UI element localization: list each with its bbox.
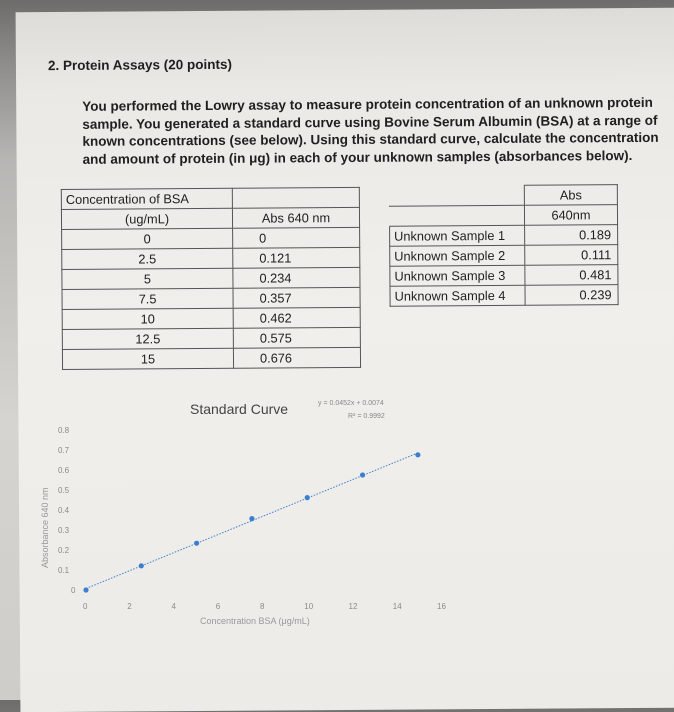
question-paragraph: You performed the Lowry assay to measure protein concentration of an unknown protein sample. You generated a standard curve using Bovine Serum Albumin (BSA) at a range of known concentrations (see below). Using this standard curve, calculate the concentration and amount of protein (in μg) in each of your unknown samples (absorbances below).	[82, 94, 659, 167]
y-tick-label: 0	[71, 586, 76, 595]
conc-cell: 0	[62, 228, 233, 249]
x-tick-label: 0	[83, 602, 88, 611]
y-tick-label: 0.1	[58, 566, 70, 575]
abs-cell: 0.575	[233, 327, 360, 348]
data-point	[360, 472, 365, 477]
x-tick-label: 12	[348, 602, 358, 611]
conc-cell: 12.5	[62, 328, 233, 349]
x-tick-label: 10	[304, 602, 314, 611]
abs-cell: 0.462	[233, 307, 360, 328]
abs-cell: 0.357	[233, 287, 360, 308]
header-abs: Abs 640 nm	[232, 207, 359, 228]
y-axis-label: Absorbance 640 nm	[40, 487, 50, 568]
y-tick-label: 0.5	[58, 486, 70, 495]
sample-label-cell: Unknown Sample 1	[390, 225, 525, 246]
sample-abs-cell: 0.481	[525, 265, 618, 286]
sample-label-cell: Unknown Sample 2	[390, 245, 525, 266]
x-tick-label: 4	[171, 602, 176, 611]
conc-cell: 5	[62, 268, 233, 289]
conc-cell: 2.5	[62, 248, 233, 269]
chart-title: Standard Curve	[190, 401, 289, 417]
conc-cell: 7.5	[62, 288, 233, 309]
x-tick-label: 16	[437, 602, 446, 611]
sample-abs-cell: 0.189	[525, 225, 618, 246]
data-point	[415, 452, 420, 457]
header-conc-title: Concentration of BSA	[61, 188, 232, 209]
x-axis-label: Concentration BSA (μg/mL)	[200, 616, 310, 626]
data-point	[194, 541, 199, 546]
y-tick-label: 0.3	[58, 526, 70, 535]
sample-label-cell: Unknown Sample 4	[390, 285, 525, 306]
conc-cell: 10	[62, 308, 233, 329]
sample-abs-cell: 0.239	[525, 285, 618, 306]
data-point	[305, 495, 310, 500]
y-tick-label: 0.8	[58, 426, 70, 435]
header-abs-unit: 640nm	[524, 205, 617, 226]
header-conc-unit: (ug/mL)	[61, 208, 232, 229]
abs-cell: 0.121	[233, 247, 360, 268]
y-tick-label: 0.6	[58, 466, 70, 475]
x-tick-label: 14	[392, 602, 402, 611]
r-squared-label: R² = 0.9992	[348, 413, 385, 420]
y-tick-label: 0.7	[58, 446, 70, 455]
data-point	[139, 563, 144, 568]
x-tick-label: 8	[260, 602, 265, 611]
abs-cell: 0.234	[233, 267, 360, 288]
y-tick-label: 0.2	[58, 546, 70, 555]
abs-cell: 0.676	[233, 347, 360, 368]
question-heading: 2. Protein Assays (20 points)	[47, 56, 233, 74]
abs-cell: 0	[233, 227, 360, 248]
data-point	[249, 516, 254, 521]
data-point	[83, 587, 88, 592]
sample-abs-cell: 0.111	[525, 245, 618, 266]
x-tick-label: 2	[127, 602, 132, 611]
header-abs-label: Abs	[524, 185, 617, 206]
sample-label-cell: Unknown Sample 3	[390, 265, 525, 286]
conc-cell: 15	[62, 348, 233, 369]
x-tick-label: 6	[215, 602, 221, 611]
y-tick-label: 0.4	[58, 506, 70, 515]
trendline-equation: y = 0.0452x + 0.0074	[318, 400, 384, 407]
